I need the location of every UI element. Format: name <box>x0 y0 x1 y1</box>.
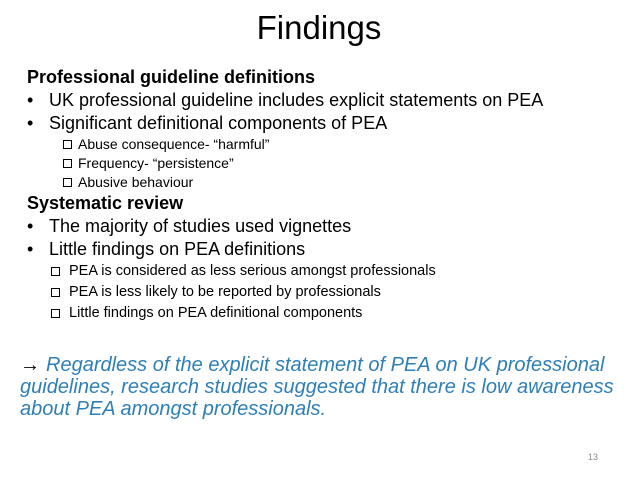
sub-item <box>27 135 627 154</box>
bullet-dot-icon: • <box>27 216 34 236</box>
sub-item <box>27 173 627 192</box>
conclusion-text: Regardless of the explicit statement of PEA on UK professional guidelines, research studies suggested that there is low awareness about PEA amongst professionals. <box>20 354 614 420</box>
slide-title: Findings <box>256 9 382 46</box>
bullet-dot-icon: • <box>27 113 34 133</box>
conclusion-statement <box>20 354 632 420</box>
sub-item <box>27 282 627 303</box>
checkbox-square-icon <box>63 140 72 149</box>
page-number: 13 <box>587 452 598 462</box>
section-heading-systematic-review: Systematic review <box>27 193 184 213</box>
checkbox-square-icon <box>63 159 72 168</box>
checkbox-square-icon <box>63 178 72 187</box>
bullet-text: The majority of studies used vignettes <box>49 216 352 236</box>
sub-item-text: PEA is considered as less serious amongst professionals <box>69 263 436 279</box>
sub-item-text: Abusive behaviour <box>78 174 194 190</box>
sub-item <box>27 154 627 173</box>
sub-item-text: Little findings on PEA definitional components <box>69 305 363 321</box>
sub-item-text: Abuse consequence- “harmful” <box>78 136 270 152</box>
checkbox-square-icon <box>51 309 60 318</box>
slide-body <box>27 66 627 324</box>
bullet-dot-icon: • <box>27 239 34 259</box>
bullet-text: UK professional guideline includes explicit statements on PEA <box>49 90 544 110</box>
bullet-text: Little findings on PEA definitions <box>49 239 306 259</box>
bullet-item <box>27 238 627 261</box>
checkbox-square-icon <box>51 288 60 297</box>
bullet-item <box>27 112 627 135</box>
sub-item <box>27 303 627 324</box>
section-heading-guidelines: Professional guideline definitions <box>27 67 316 87</box>
sub-item <box>27 261 627 282</box>
right-arrow-icon: → <box>20 354 40 376</box>
checkbox-square-icon <box>51 267 60 276</box>
bullet-item <box>27 215 627 238</box>
bullet-item <box>27 89 627 112</box>
sub-item-text: PEA is less likely to be reported by professionals <box>69 284 381 300</box>
bullet-dot-icon: • <box>27 90 34 110</box>
sub-item-text: Frequency- “persistence” <box>78 155 234 171</box>
bullet-text: Significant definitional components of PEA <box>49 113 388 133</box>
